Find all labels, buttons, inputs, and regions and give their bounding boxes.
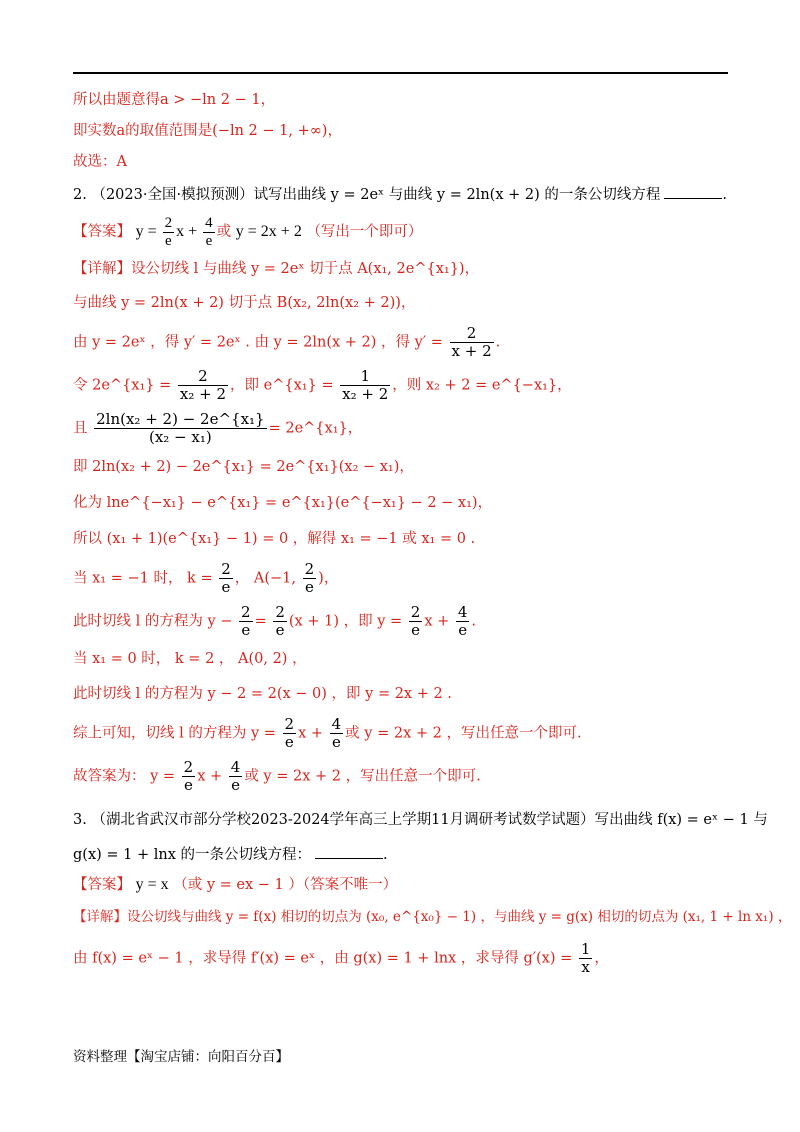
detail-3-line-2: 由 f(x) = eˣ − 1 ，求导得 f′(x) = eˣ ，由 g(x) = 1 + lnx ，求导得 g′(x) = $\frac{1}{x}$ ，	[73, 940, 609, 976]
line-3: 故选：A	[73, 154, 127, 170]
footer-source: 资料整理【淘宝店铺：向阳百分百】	[73, 1049, 289, 1065]
detail-line-8: 所以 (x₁ + 1)(e^{x₁} − 1) = 0 ，解得 x₁ = −1 或 x₁ = 0 .	[73, 531, 476, 547]
frac-4-e: $\frac{4}{e}$	[205, 215, 213, 249]
detail-line-3: 由 y = 2eˣ ，得 y′ = 2eˣ . 由 y = 2ln(x + 2) ，得 y′ = $\frac{2}{x + 2}$ .	[73, 324, 501, 360]
answer-label: 【答案】	[73, 224, 131, 241]
detail-3-line-1: 【详解】设公切线与曲线 y = f(x) 相切的切点为 (x₀, e^{x₀} − 1) ，与曲线 y = g(x) 相切的切点为 (x₁, 1 + ln x₁) ，	[73, 909, 792, 925]
detail-line-14: 故答案为： y = $\frac{2}{e}$ x + $\frac{4}{e}$ 或 y = 2x + 2 ，写出任意一个即可.	[73, 758, 481, 794]
detail-line-6: 即 2ln(x₂ + 2) − 2e^{x₁} = 2e^{x₁}(x₂ − x₁)，	[73, 459, 414, 475]
detail-line-13: 综上可知，切线 l 的方程为 y = $\frac{2}{e}$ x + $\frac{4}{e}$ 或 y = 2x + 2 ，写出任意一个即可.	[73, 715, 582, 751]
detail-line-5: 且 $\frac{\text{2ln(x₂ + 2) − 2e\textasciicircum{}\{x₁\}}}{\text{(x₂ − x₁)}}$ = 2e^{x₁}，	[73, 410, 363, 446]
detail-line-1: 【详解】设公切线 l 与曲线 y = 2eˣ 切于点 A(x₁, 2e^{x₁})，	[73, 261, 480, 277]
header-rule	[73, 72, 728, 74]
frac-1-x: $\frac{1}{x}$	[580, 940, 591, 976]
frac-2-x-plus-2: $\frac{2}{x + 2}$	[451, 324, 492, 360]
detail-line-4: 令 2e^{x₁} = $\frac{2}{\text{x₂ + 2}}$ ，即 e^{x₁} = $\frac{1}{\text{x₂ + 2}}$ ，则 x₂ + 2 = e^{−x₁}，	[73, 367, 572, 403]
question-3-line-2: g(x) = 1 + lnx 的一条公切线方程： .	[73, 844, 733, 865]
frac-1-x2: $\frac{1}{\text{x₂ + 2}}$	[342, 367, 389, 403]
detail-line-11: 当 x₁ = 0 时， k = 2 ， A(0, 2) ，	[73, 651, 307, 667]
question-2-text: 2. （2023·全国·模拟预测）试写出曲线 y = 2eˣ 与曲线 y = 2ln(x + 2) 的一条公切线方程	[73, 187, 661, 203]
question-3-line-1: 3. （湖北省武汉市部分学校2023-2024学年高三上学期11月调研考试数学试题）写出曲线 f(x) = eˣ − 1 与	[73, 812, 768, 828]
line-2: 即实数a的取值范围是(−ln 2 − 1, +∞)，	[73, 123, 342, 139]
line-1: 所以由题意得a > −ln 2 − 1，	[73, 92, 276, 108]
answer-blank-3	[315, 844, 383, 859]
frac-slope: $\frac{\text{2ln(x₂ + 2) − 2e\textasciicircum{}\{x₁\}}}{\text{(x₂ − x₁)}}$	[96, 410, 265, 446]
answer-line-3: 【答案】 y = x （或 y = ex − 1 ）（答案不唯一）	[73, 876, 398, 893]
question-2: 2. （2023·全国·模拟预测）试写出曲线 y = 2eˣ 与曲线 y = 2ln(x + 2) 的一条公切线方程 .	[73, 184, 733, 205]
detail-line-9: 当 x₁ = −1 时， k = $\frac{2}{e}$ ， A(−1, $\frac{2}{e}$ )，	[73, 560, 339, 596]
answer-line: 【答案】 y = $\frac{2}{e}$ x + $\frac{4}{e}$ 或 y = 2x + 2 （写出一个即可）	[73, 215, 423, 249]
frac-k-2-e: $\frac{2}{e}$	[221, 560, 231, 596]
detail-line-10: 此时切线 l 的方程为 y − $\frac{2}{e}$ = $\frac{2}{e}$ (x + 1) ，即 y = $\frac{2}{e}$ x + $\frac{4}{e}$ .	[73, 603, 477, 639]
frac-2-x2: $\frac{2}{\text{x₂ + 2}}$	[179, 367, 226, 403]
detail-line-2: 与曲线 y = 2ln(x + 2) 切于点 B(x₂, 2ln(x₂ + 2))，	[73, 295, 416, 311]
page-content	[73, 88, 792, 976]
frac-2-e: $\frac{2}{e}$	[164, 215, 173, 249]
answer-expr: y = $\frac{2}{e}$ x + $\frac{4}{e}$	[135, 215, 213, 249]
detail-line-12: 此时切线 l 的方程为 y − 2 = 2(x − 0) ，即 y = 2x + 2 .	[73, 686, 452, 702]
detail-line-7: 化为 lne^{−x₁} − e^{x₁} = e^{x₁}(e^{−x₁} − 2 − x₁)，	[73, 495, 493, 511]
frac-a-2-e: $\frac{2}{e}$	[304, 560, 315, 596]
answer-blank	[664, 184, 722, 199]
